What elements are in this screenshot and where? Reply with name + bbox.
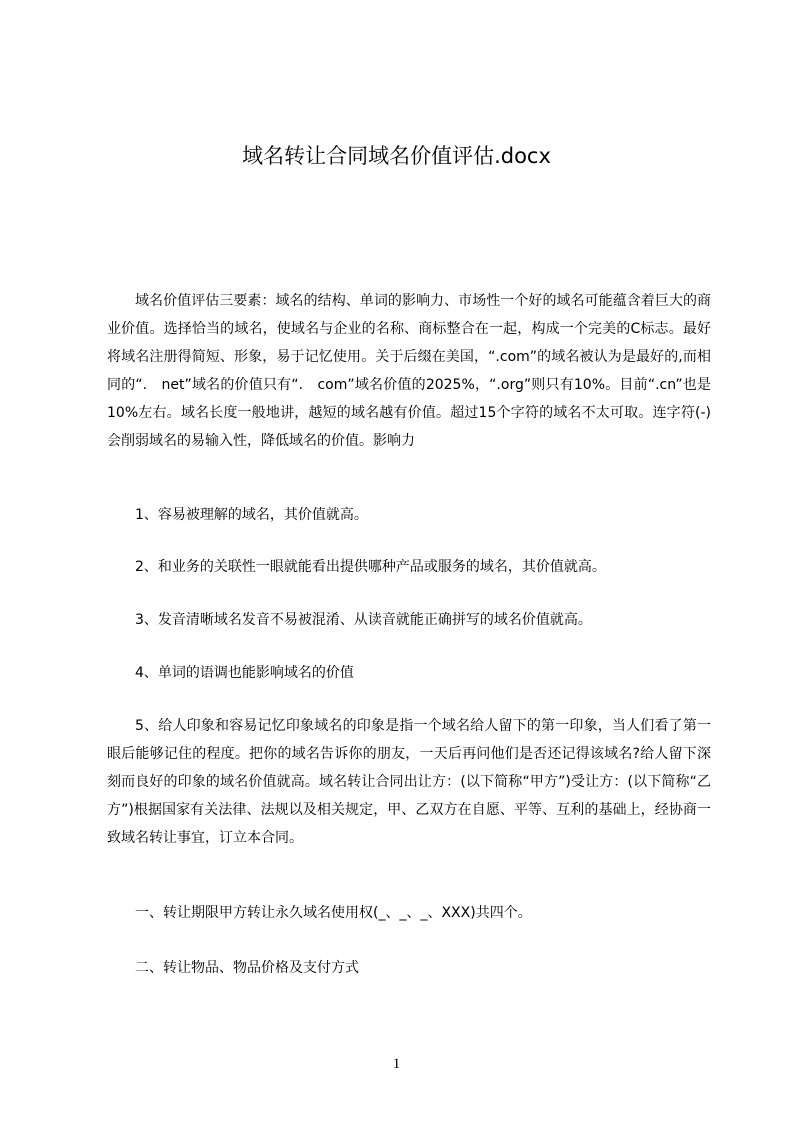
list-item-5: 5、给人印象和容易记忆印象域名的印象是指一个域名给人留下的第一印象，当人们看了第一眼后能够记住的程度。把你的域名告诉你的朋友，一天后再问他们是否还记得该域名?给人留下深刻而良好的印象的域名价值就高。域名转让合同出让方：(以下简称“甲方”)受让方：(以下简称“乙方”)根据国家有关法律、法规以及相关规定，甲、乙双方在自愿、平等、互利的基础上，经协商一致域名转让事宜，订立本合同。 <box>107 718 711 846</box>
intro-paragraph: 域名价值评估三要素：域名的结构、单词的影响力、市场性一个好的域名可能蕴含着巨大的商业价值。选择恰当的域名，使域名与企业的名称、商标整合在一起，构成一个完美的C标志。最好将域名注册得简短、形象，易于记忆使用。关于后缀在美国，“.com”的域名被认为是最好的,而相同的“. net”域名的价值只有“. com”域名价值的2025%，“.org”则只有10%。目前“.cn”也是10%左右。域名长度一般地讲，越短的域名越有价值。超过15个字符的域名不太可取。连字符(-)会削弱域名的易输入性，降低域名的价值。影响力 <box>107 293 711 449</box>
page-number: 1 <box>392 1056 401 1072</box>
list-item-2: 2、和业务的关联性一眼就能看出提供哪种产品或服务的域名，其价值就高。 <box>135 559 606 575</box>
document-title: 域名转让合同域名价值评估.docx <box>242 144 551 168</box>
contract-clause-1: 一、转让期限甲方转让永久域名使用权(_、_、_、XXX)共四个。 <box>135 905 532 921</box>
list-item-4: 4、单词的语调也能影响域名的价值 <box>135 665 354 681</box>
list-item-1: 1、容易被理解的域名，其价值就高。 <box>135 507 368 523</box>
list-item-3: 3、发音清晰域名发音不易被混淆、从读音就能正确拼写的域名价值就高。 <box>135 612 592 628</box>
contract-clause-2: 二、转让物品、物品价格及支付方式 <box>135 960 359 976</box>
